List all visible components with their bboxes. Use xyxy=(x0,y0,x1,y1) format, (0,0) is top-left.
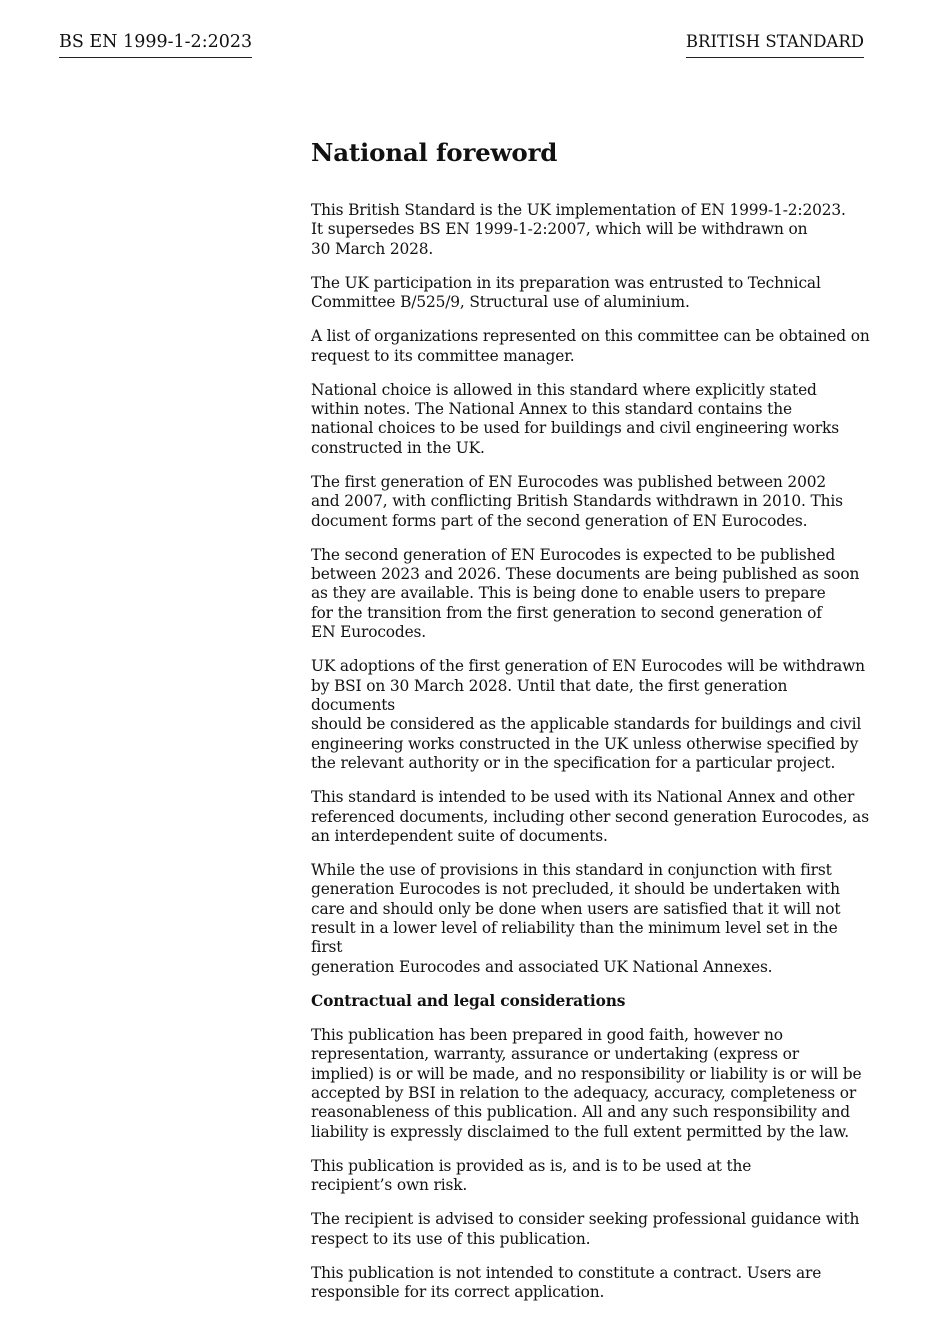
paragraph-reliability: While the use of provisions in this standard in conjunction with first generation Eurocodes is not precluded, it should be undertaken with care and should only be done when users are satisfied that it will not result in a lower level of reliability than the minimum level set in the first generation Eurocodes and associated UK National Annexes. xyxy=(311,861,841,976)
paragraph-organizations: A list of organizations represented on this committee can be obtained on request to its committee manager. xyxy=(311,327,870,365)
paragraph-national-annex: This standard is intended to be used with its National Annex and other referenced documents, including other second generation Eurocodes, as an interdependent suite of documents. xyxy=(311,788,869,845)
document-id-header: BS EN 1999-1-2:2023 xyxy=(59,31,252,58)
paragraph-implementation: This British Standard is the UK implementation of EN 1999-1-2:2023. It supersedes BS EN 1999-1-2:2007, which will be withdrawn on 30 March 2028. xyxy=(311,201,846,258)
legal-heading: Contractual and legal considerations xyxy=(311,991,626,1010)
paragraph-not-contract: This publication is not intended to constitute a contract. Users are responsible for its correct application. xyxy=(311,1263,822,1302)
paragraph-national-choice: National choice is allowed in this standard where explicitly stated within notes. The National Annex to this standard contains the national choices to be used for buildings and civil engineering works constructed in the UK. xyxy=(311,380,839,457)
paragraph-own-risk: This publication is provided as is, and is to be used at the recipient’s own risk. xyxy=(311,1156,752,1195)
page-title: National foreword xyxy=(311,138,558,167)
paragraph-good-faith: This publication has been prepared in good faith, however no representation, warranty, assurance or undertaking (express or implied) is or will be made, and no responsibility or liability is or will be accepted by BSI in relation to the adequacy, accuracy, completeness or reasonableness of this publication. All and any such responsibility and liability is expressly disclaimed to the full extent permitted by the law. xyxy=(311,1026,862,1141)
foreword-content xyxy=(311,137,871,1317)
paragraph-committee: The UK participation in its preparation was entrusted to Technical Committee B/525/9, Structural use of aluminium. xyxy=(311,273,821,312)
paragraph-first-generation: The first generation of EN Eurocodes was published between 2002 and 2007, with conflicting British Standards withdrawn in 2010. This document forms part of the second generation of EN Eurocodes. xyxy=(311,472,843,530)
paragraph-professional-guidance: The recipient is advised to consider seeking professional guidance with respect to its use of this publication. xyxy=(311,1210,860,1248)
british-standard-header: BRITISH STANDARD xyxy=(686,31,864,58)
paragraph-uk-adoptions: UK adoptions of the first generation of EN Eurocodes will be withdrawn by BSI on 30 March 2028. Until that date, the first generation documents should be considered as the applicable standards for buildings and civil engineering works constructed in the UK unless otherwise specified by the relevant authority or in the specification for a particular project. xyxy=(311,657,865,773)
paragraph-second-generation: The second generation of EN Eurocodes is expected to be published between 2023 and 2026. These documents are being published as soon as they are available. This is being done to enable users to prepare for the transition from the first generation to second generation of EN Eurocodes. xyxy=(311,545,860,642)
